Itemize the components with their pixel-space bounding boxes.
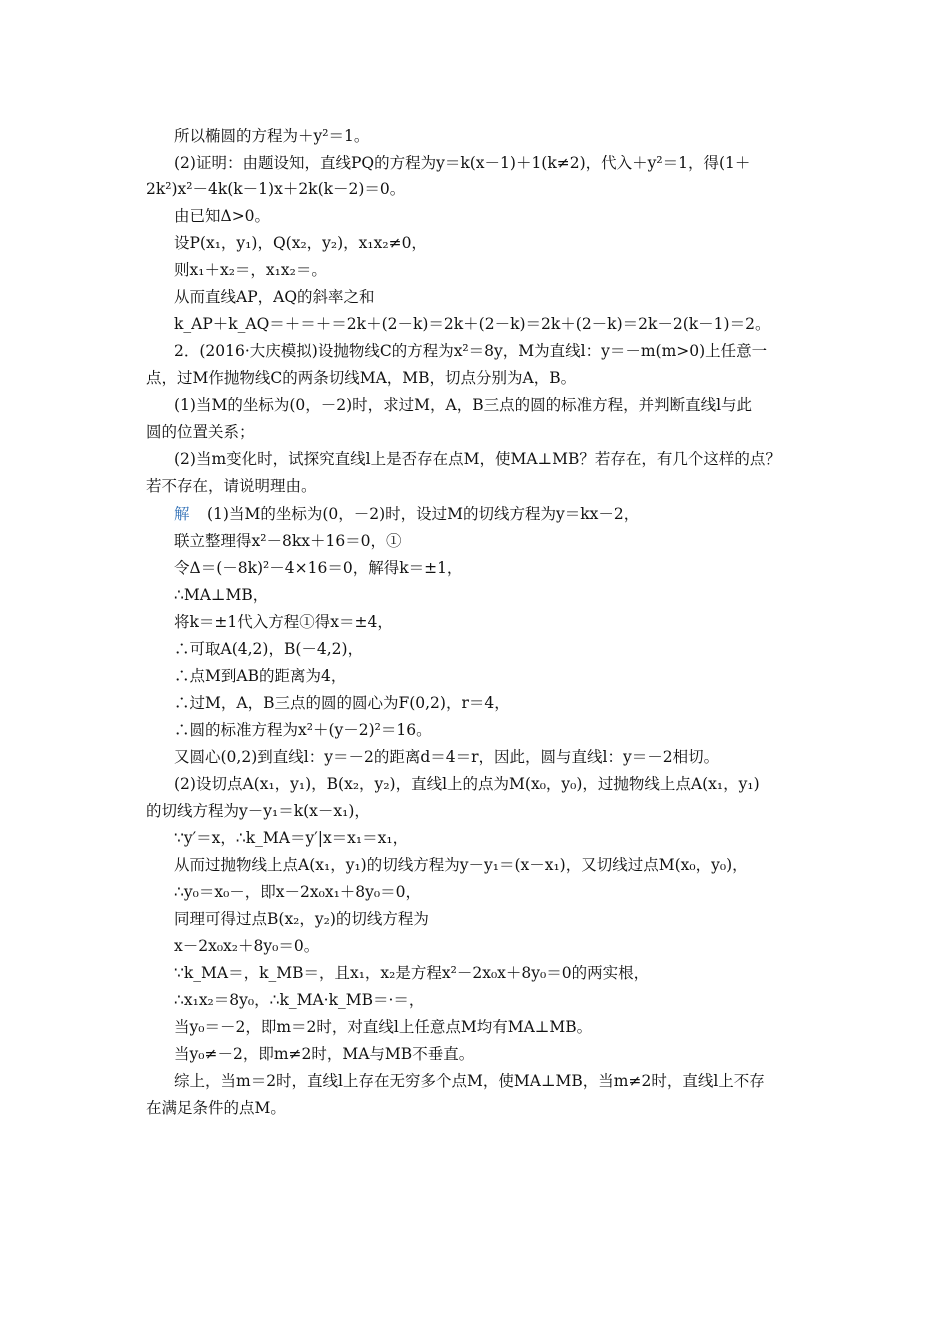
text-line: 同理可得过点B(x₂，y₂)的切线方程为 [174, 910, 429, 928]
text-line: 由已知Δ>0。 [174, 207, 271, 225]
text-line: 的切线方程为y－y₁＝k(x－x₁)， [146, 802, 370, 820]
text-line: 所以椭圆的方程为＋y²＝1。 [174, 127, 370, 145]
text-line: ∴y₀＝x₀－，即x－2x₀x₁＋8y₀＝0， [174, 883, 421, 901]
text-line: 若不存在，请说明理由。 [146, 477, 317, 495]
text-line: (2)证明：由题设知，直线PQ的方程为y＝k(x－1)＋1(k≠2)，代入＋y²＝1，得(1＋ [174, 154, 751, 172]
text-line: 2k²)x²－4k(k－1)x＋2k(k－2)＝0。 [146, 180, 406, 198]
text-line: 将k＝±1代入方程①得x＝±4， [174, 613, 393, 631]
text-line: 从而过抛物线上点A(x₁，y₁)的切线方程为y－y₁＝(x－x₁)，又切线过点M(x₀，y₀)， [174, 856, 748, 874]
text-line: ∴可取A(4,2)，B(－4,2)， [174, 640, 364, 658]
text-line: (1)当M的坐标为(0，－2)时，求过M，A，B三点的圆的标准方程，并判断直线l与此 [174, 396, 753, 414]
text-line: ∵k_MA＝，k_MB＝，且x₁，x₂是方程x²－2x₀x＋8y₀＝0的两实根， [174, 964, 650, 982]
text-line: 圆的位置关系； [146, 423, 255, 441]
text-line: ∴x₁x₂＝8y₀，∴k_MA·k_MB＝·＝， [174, 991, 425, 1009]
text-line: ∵y′＝x，∴k_MA＝y′|x＝x₁＝x₁， [174, 829, 409, 847]
text-line: (2)设切点A(x₁，y₁)，B(x₂，y₂)，直线l上的点为M(x₀，y₀)，过抛物线上点A(x₁，y₁) [174, 775, 760, 793]
text-line: 从而直线AP，AQ的斜率之和 [174, 288, 375, 306]
text-line: 当y₀≠－2，即m≠2时，MA与MB不垂直。 [174, 1045, 475, 1063]
text-line: 则x₁＋x₂＝，x₁x₂＝。 [174, 261, 327, 279]
text-line: x－2x₀x₂＋8y₀＝0。 [174, 937, 320, 955]
text-line: (1)当M的坐标为(0，－2)时，设过M的切线方程为y＝kx－2， [207, 505, 640, 523]
text-line: 当y₀＝－2，即m＝2时，对直线l上任意点M均有MA⊥MB。 [174, 1018, 593, 1036]
text-line: 联立整理得x²－8kx＋16＝0，① [174, 532, 402, 550]
text-line: 2．(2016·大庆模拟)设抛物线C的方程为x²＝8y，M为直线l：y＝－m(m>0)上任意一 [174, 342, 768, 360]
text-line: (2)当m变化时，试探究直线l上是否存在点M，使MA⊥MB？若存在，有几个这样的点？ [174, 450, 781, 468]
solution-label: 解 [174, 505, 190, 523]
text-line: 在满足条件的点M。 [146, 1099, 286, 1117]
text-line: 综上，当m＝2时，直线l上存在无穷多个点M，使MA⊥MB，当m≠2时，直线l上不存 [174, 1072, 765, 1090]
text-line: 又圆心(0,2)到直线l：y＝－2的距离d＝4＝r，因此，圆与直线l：y＝－2相切。 [174, 748, 720, 766]
text-line: 设P(x₁，y₁)，Q(x₂，y₂)，x₁x₂≠0， [174, 234, 427, 252]
text-line: ∴点M到AB的距离为4， [174, 667, 347, 685]
text-line: 令Δ＝(－8k)²－4×16＝0，解得k＝±1， [174, 559, 463, 577]
text-line: ∴圆的标准方程为x²＋(y－2)²＝16。 [174, 721, 432, 739]
text-line: ∴过M，A，B三点的圆的圆心为F(0,2)，r＝4， [174, 694, 510, 712]
text-line: 点，过M作抛物线C的两条切线MA，MB，切点分别为A，B。 [146, 369, 577, 387]
text-line: ∴MA⊥MB， [174, 586, 269, 604]
text-line: k_AP＋k_AQ＝＋＝＋＝2k＋(2－k)＝2k＋(2－k)＝2k＋(2－k)＝2k－2(k－1)＝2。 [174, 315, 771, 333]
